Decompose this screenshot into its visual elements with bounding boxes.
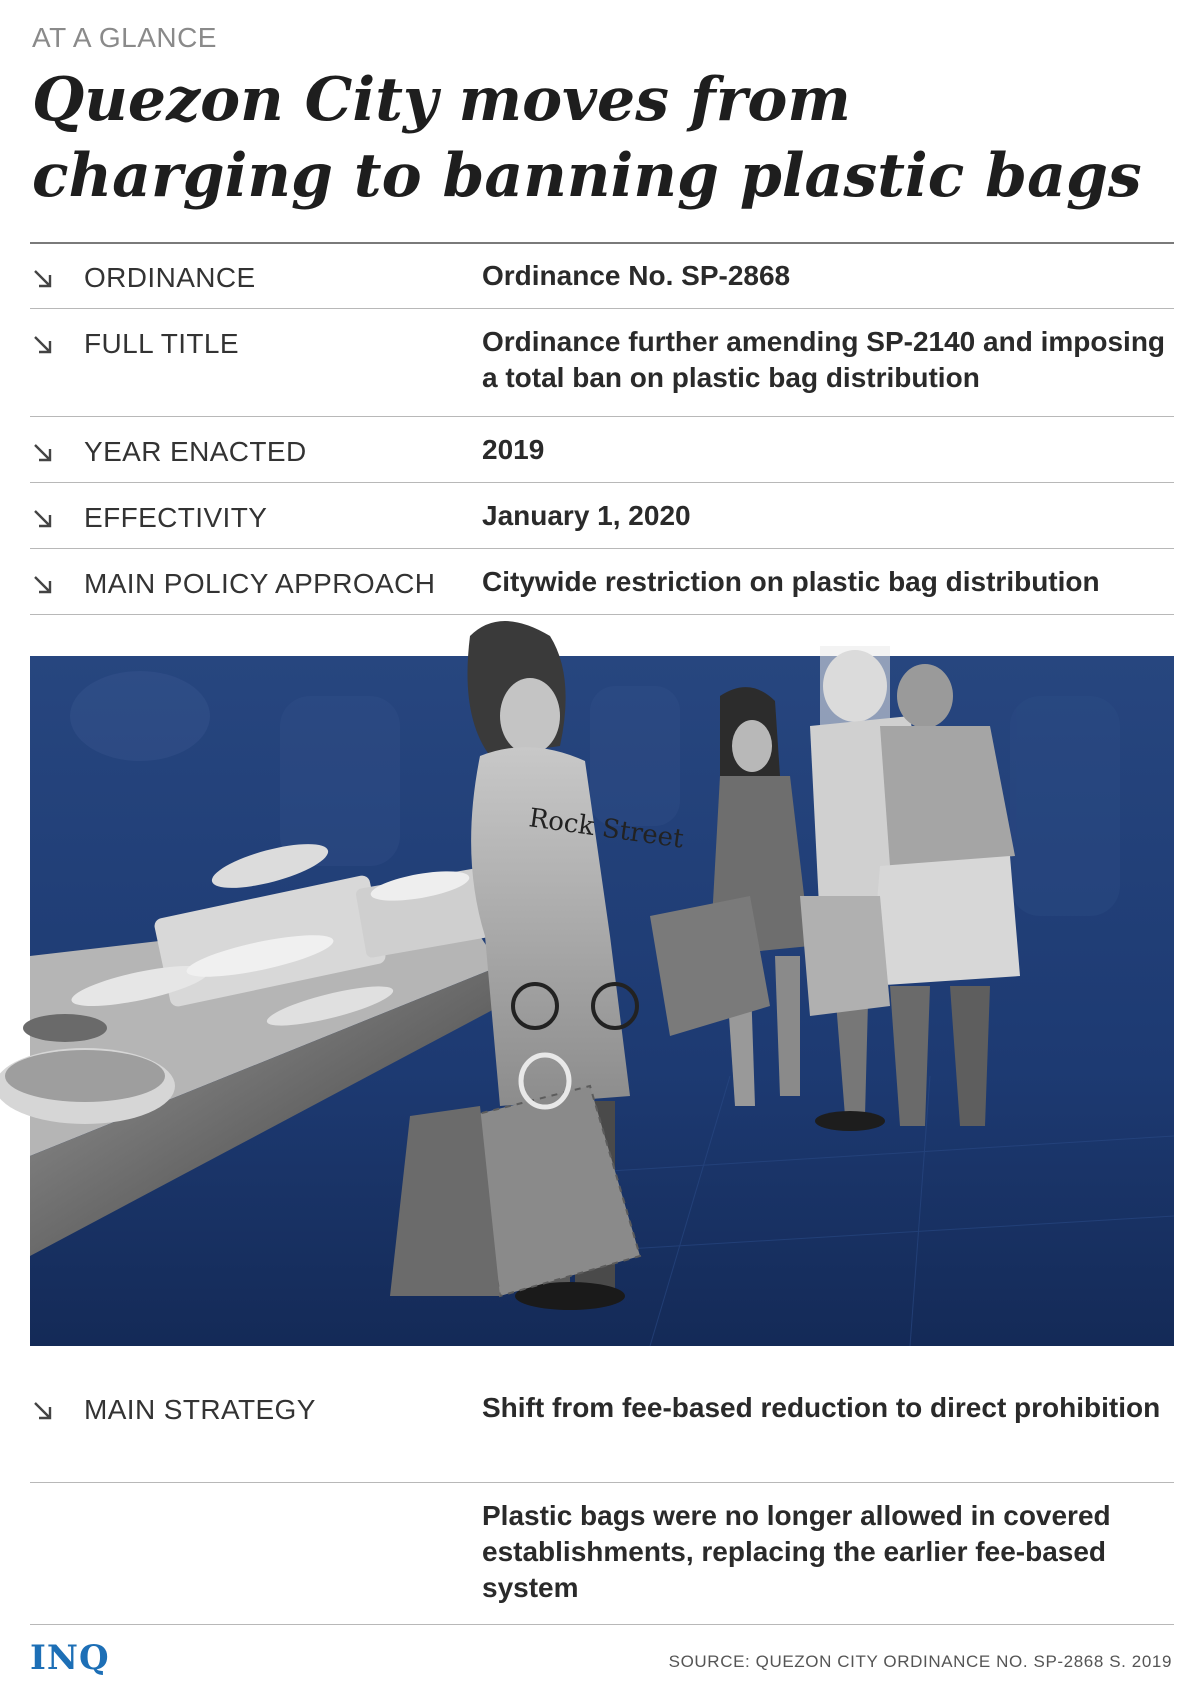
row-value: 2019: [482, 434, 545, 465]
row-value: Shift from fee-based reduction to direct prohibition: [482, 1392, 1161, 1423]
divider: [30, 242, 1174, 244]
row-value: Ordinance No. SP-2868: [482, 260, 791, 291]
row-label: ORDINANCE: [84, 262, 256, 293]
divider: [30, 308, 1174, 309]
arrow-down-right-icon: [30, 1398, 56, 1424]
arrow-down-right-icon: [30, 332, 56, 358]
divider: [30, 1482, 1174, 1483]
market-photo: [30, 656, 1174, 1346]
source-credit: SOURCE: QUEZON CITY ORDINANCE NO. SP-2868 S. 2019: [668, 1652, 1172, 1671]
inq-logo: INQ: [30, 1638, 110, 1678]
row-label: YEAR ENACTED: [84, 436, 307, 467]
row-value: Ordinance further amending SP-2140 and imposing a total ban on plastic bag distribution: [482, 326, 1166, 393]
row-value: Plastic bags were no longer allowed in covered establishments, replacing the earlier fee-based system: [482, 1500, 1111, 1603]
kicker: AT A GLANCE: [32, 22, 217, 53]
row-label: EFFECTIVITY: [84, 502, 268, 533]
shirt-print: Rock Street: [527, 803, 686, 855]
row-value: January 1, 2020: [482, 500, 691, 531]
divider: [30, 416, 1174, 417]
arrow-down-right-icon: [30, 506, 56, 532]
divider: [30, 1624, 1174, 1625]
divider: [30, 482, 1174, 483]
row-label: FULL TITLE: [84, 328, 239, 359]
row-label: MAIN POLICY APPROACH: [84, 568, 436, 599]
arrow-down-right-icon: [30, 440, 56, 466]
divider: [30, 548, 1174, 549]
row-label: MAIN STRATEGY: [84, 1394, 316, 1425]
arrow-down-right-icon: [30, 572, 56, 598]
divider: [30, 614, 1174, 615]
row-value: Citywide restriction on plastic bag distribution: [482, 566, 1100, 597]
headline: Quezon City moves from charging to banning plastic bags: [32, 65, 1142, 211]
arrow-down-right-icon: [30, 266, 56, 292]
